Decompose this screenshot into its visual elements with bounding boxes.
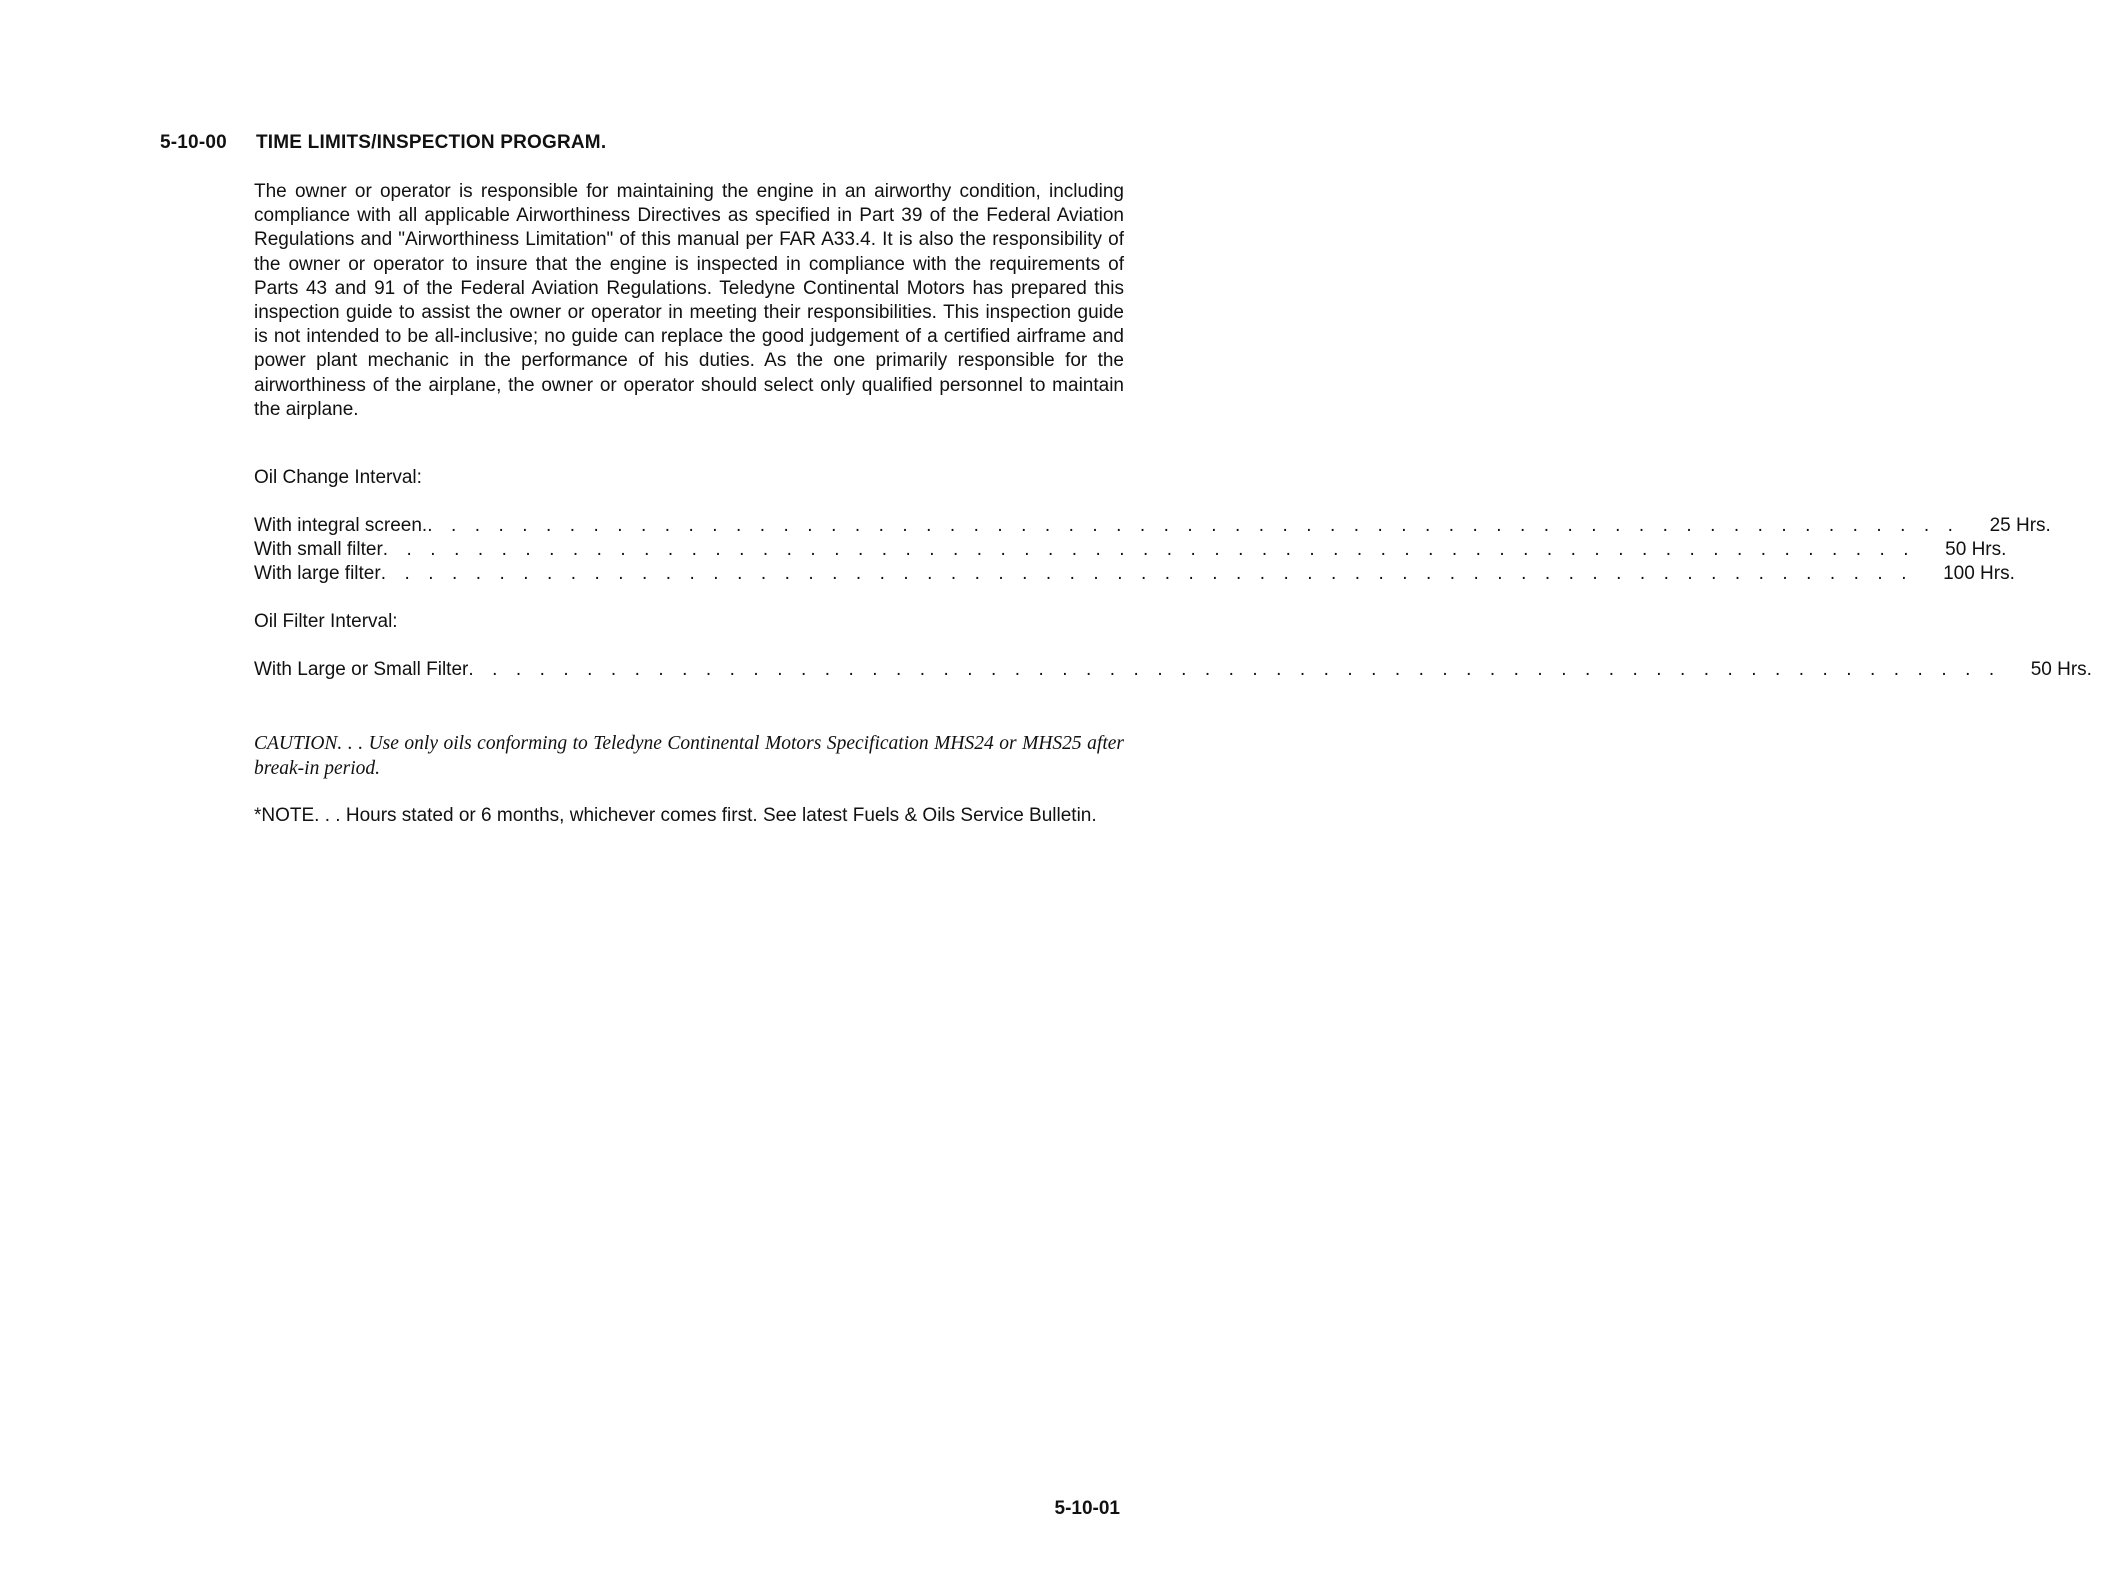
oil-change-row-small-filter xyxy=(254,538,2007,562)
interval-item-value: 25 Hrs. xyxy=(1989,515,2051,536)
note-paragraph: *NOTE. . . Hours stated or 6 months, whichever comes first. See latest Fuels & Oils Service Bulletin. xyxy=(254,805,1097,826)
oil-change-interval-list xyxy=(254,514,2051,586)
interval-item-label: With Large or Small Filter xyxy=(254,659,469,680)
oil-filter-row-large-or-small xyxy=(254,658,2092,682)
section-number: 5-10-00 xyxy=(160,132,227,153)
dot-leader: . . . . . . . . . . . . . . . . . . . . . . . . . . . . . . . . . . . . . . . . . . . . . . . . . . . . . . . . . . . . . . . . . xyxy=(427,515,1960,536)
dot-leader: . . . . . . . . . . . . . . . . . . . . . . . . . . . . . . . . . . . . . . . . . . . . . . . . . . . . . . . . . . . . . . . . . xyxy=(468,659,2001,680)
dot-leader: . . . . . . . . . . . . . . . . . . . . . . . . . . . . . . . . . . . . . . . . . . . . . . . . . . . . . . . . . . . . . . . . . xyxy=(382,539,1916,560)
interval-item-value: 100 Hrs. xyxy=(1943,563,2015,584)
oil-change-interval-label: Oil Change Interval: xyxy=(254,467,422,488)
section-title: TIME LIMITS/INSPECTION PROGRAM. xyxy=(256,132,607,153)
interval-item-value: 50 Hrs. xyxy=(1945,539,2007,560)
caution-paragraph: CAUTION. . . Use only oils conforming to Teledyne Continental Motors Specification MHS24 or MHS25 after break-in period. xyxy=(254,733,1124,779)
interval-item-value: 50 Hrs. xyxy=(2030,659,2092,680)
intro-paragraph: The owner or operator is responsible for maintaining the engine in an airworthy condition, including compliance with all applicable Airworthiness Directives as specified in Part 39 of the Federal Aviation Regulations and "Airworthiness Limitation" of this manual per FAR A33.4. It is also the responsibility of the owner or operator to insure that the engine is inspected in compliance with the requirements of Parts 43 and 91 of the Federal Aviation Regulations. Teledyne Continental Motors has prepared this inspection guide to assist the owner or operator in meeting their responsibilities. This inspection guide is not intended to be all-inclusive; no guide can replace the good judgement of a certified airframe and power plant mechanic in the performance of his duties. As the one primarily responsible for the airworthiness of the airplane, the owner or operator should select only qualified personnel to maintain the airplane. xyxy=(254,181,1124,420)
dot-leader: . . . . . . . . . . . . . . . . . . . . . . . . . . . . . . . . . . . . . . . . . . . . . . . . . . . . . . . . . . . . . . . . . xyxy=(380,563,1914,584)
interval-item-label: With small filter xyxy=(254,539,383,560)
page-number: 5-10-01 xyxy=(1054,1498,1120,1519)
interval-item-label: With large filter xyxy=(254,563,381,584)
interval-item-label: With integral screen. xyxy=(254,515,428,536)
oil-filter-interval-label: Oil Filter Interval: xyxy=(254,611,398,632)
oil-filter-interval-list xyxy=(254,658,2092,682)
oil-change-row-large-filter xyxy=(254,562,2015,586)
oil-change-row-integral-screen xyxy=(254,514,2051,538)
